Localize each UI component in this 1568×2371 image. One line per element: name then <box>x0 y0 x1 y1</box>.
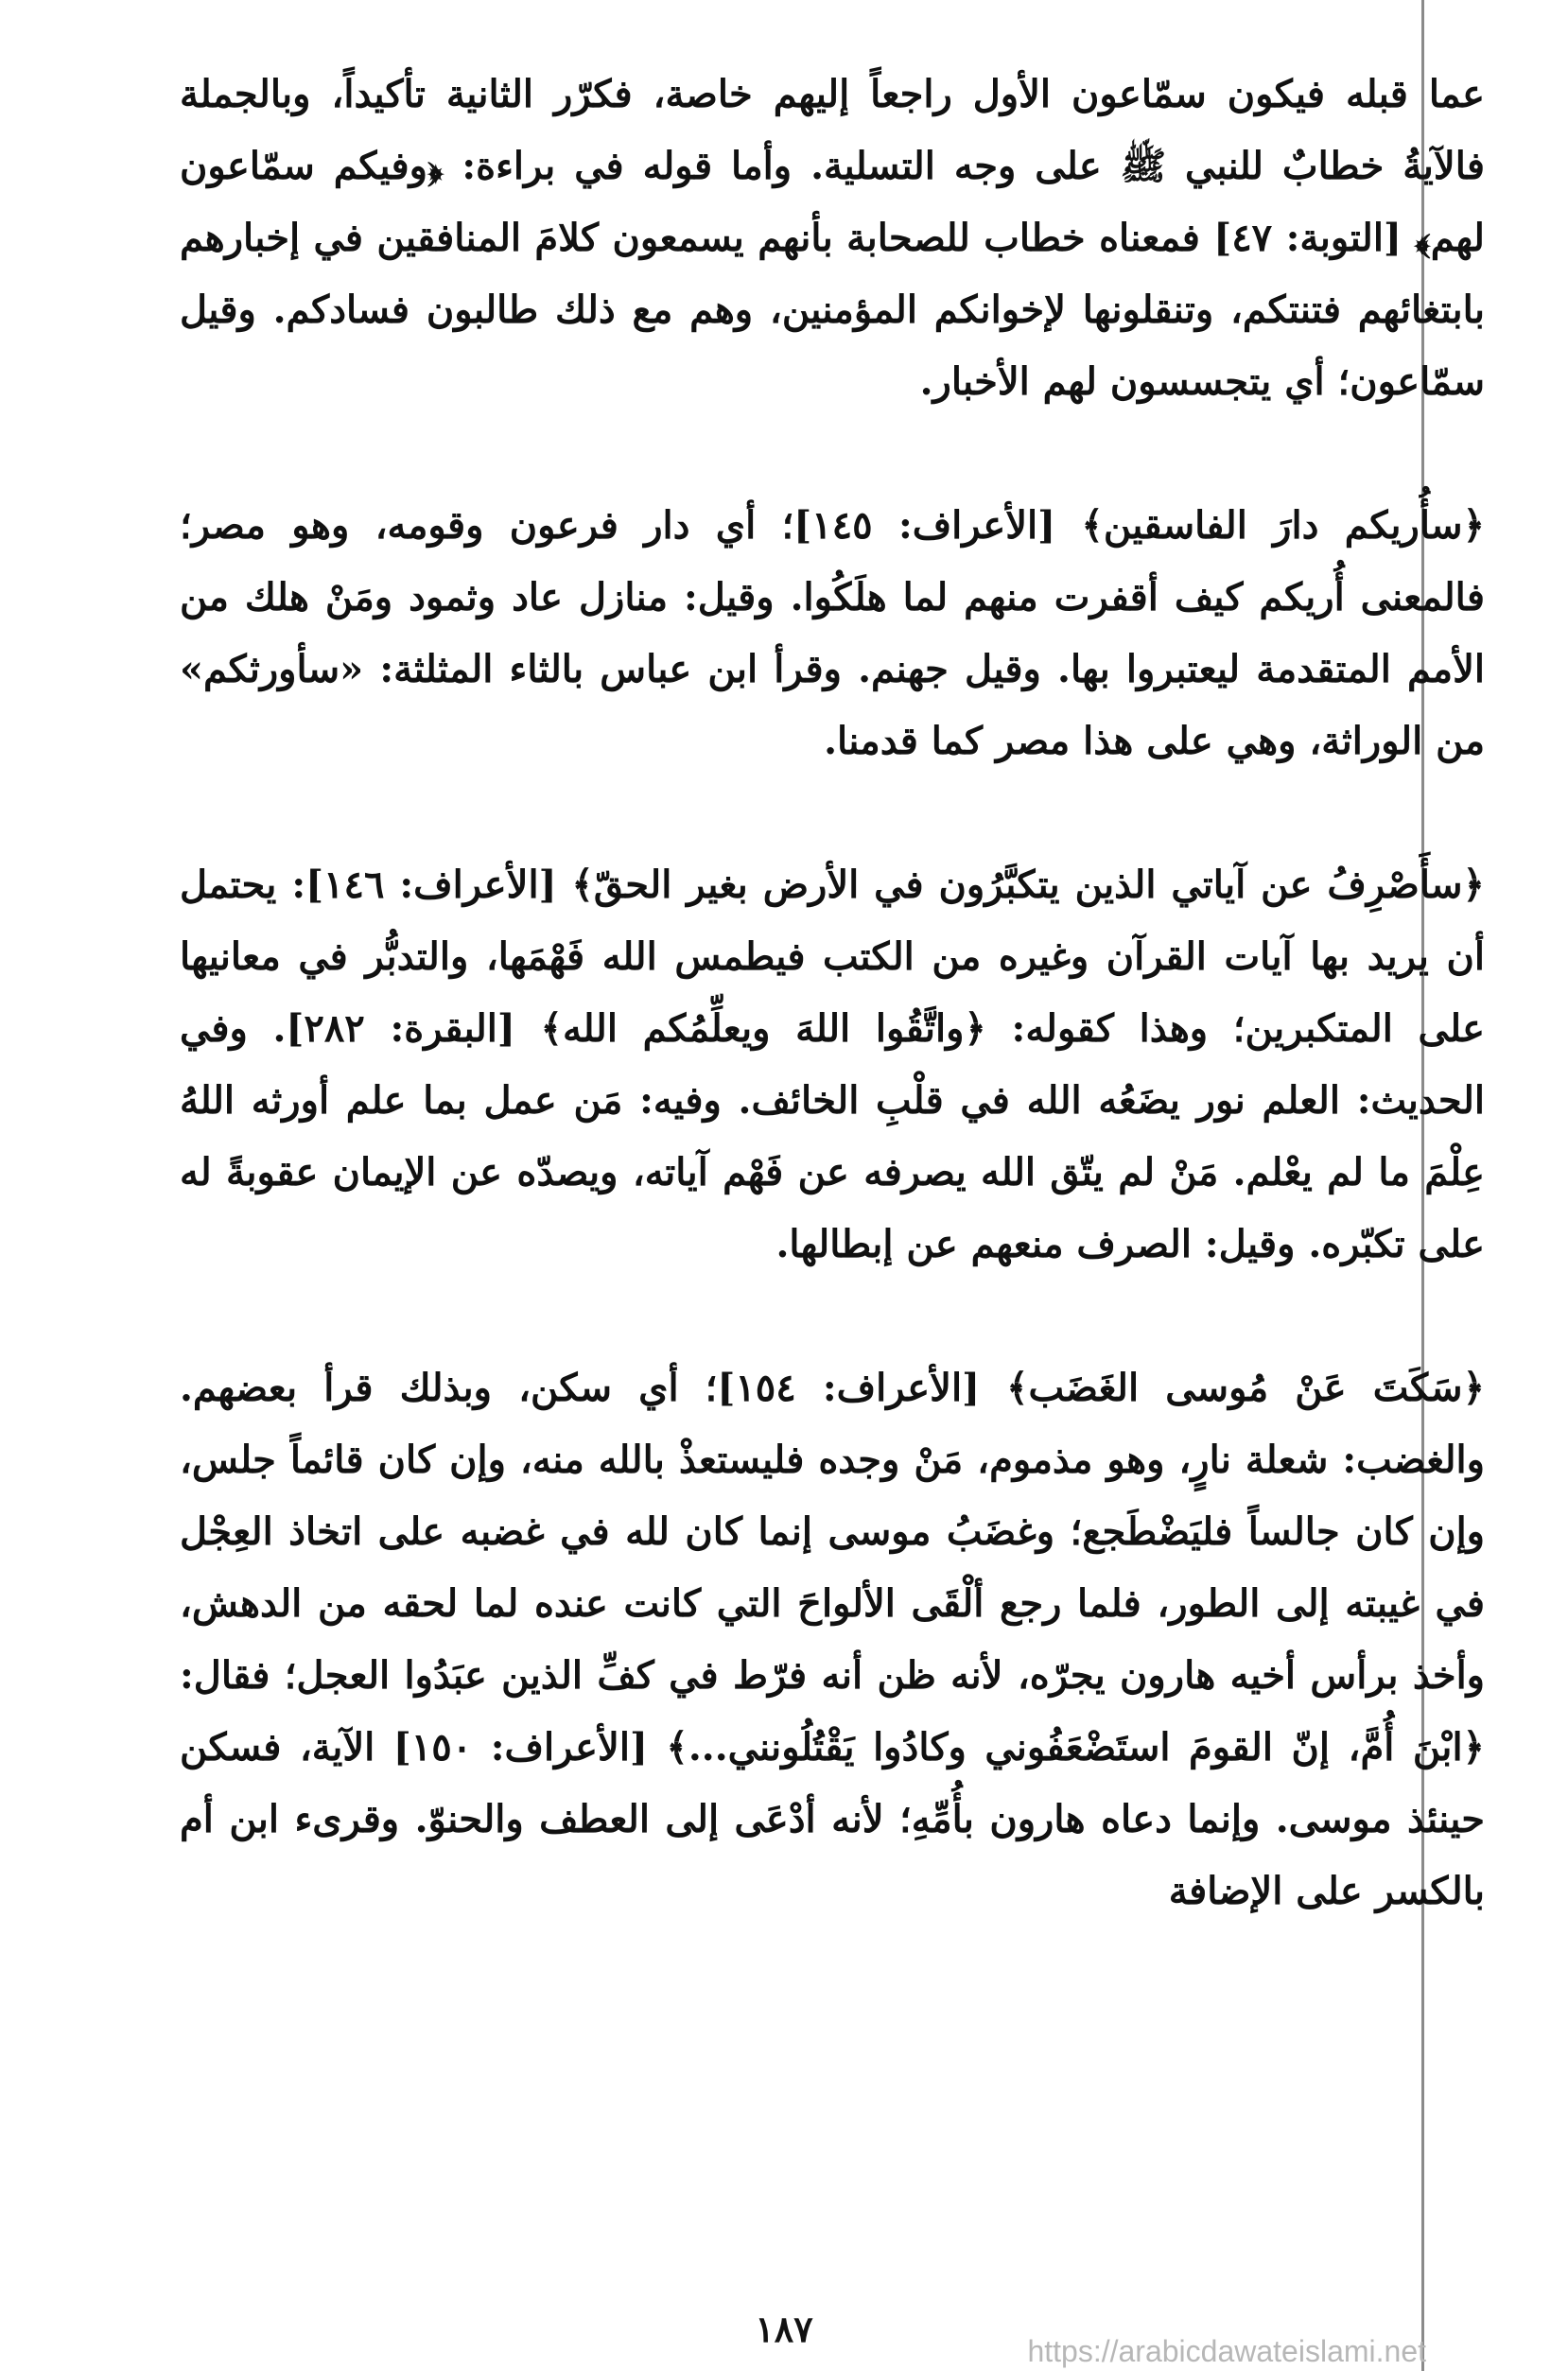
paragraph-1: عما قبله فيكون سمّاعون الأول راجعاً إليهم خاصة، فكرّر الثانية تأكيداً، وبالجملة فالآيةُ خطابٌ للنبي ﷺ على وجه التسلية. وأما قوله في براءة: ﴿وفيكم سمّاعون لهم﴾ [التوبة: ٤٧] فمعناه خطاب للصحابة بأنهم يسمعون كلامَ المنافقين في إخبارهم بابتغائهم فتنتكم، وتنقلونها لإخوانكم المؤمنين، وهم مع ذلك طالبون فسادكم. وقيل سمّاعون؛ أي يتجسسون لهم الأخبار. <box>180 72 1485 404</box>
paragraph-spacer <box>180 1281 1485 1352</box>
paragraph-2: ﴿سأُريكم دارَ الفاسقين﴾ [الأعراف: ١٤٥]؛ أي دار فرعون وقومه، وهو مصر؛ فالمعنى أُريكم كيف أقفرت منهم لما هلَكُوا. وقيل: منازل عاد وثمود ومَنْ هلك من الأمم المتقدمة ليعتبروا بها. وقيل جهنم. وقرأ ابن عباس بالثاء المثلثة: «سأورثكم» من الوراثة، وهي على هذا مصر كما قدمنا. <box>180 503 1486 763</box>
watermark-url: https://arabicdawateislami.net <box>1027 2334 1426 2368</box>
page-number: ١٨٧ <box>755 2308 813 2350</box>
paragraph-3: ﴿سأَصْرِفُ عن آياتي الذين يتكبَّرُون في الأرض بغير الحقّ﴾ [الأعراف: ١٤٦]: يحتمل أن يريد بها آيات القرآن وغيره من الكتب فيطمس الله فَهْمَها، والتدبُّر في معانيها على المتكبرين؛ وهذا كقوله: ﴿واتَّقُوا اللهَ ويعلِّمُكم الله﴾ [البقرة: ٢٨٢]. وفي الحديث: العلم نور يضَعُه الله في قلْبِ الخائف. وفيه: مَن عمل بما علم أورثه اللهُ عِلْمَ ما لم يعْلم. مَنْ لم يتّق الله يصرفه عن فَهْم آياته، ويصدّه عن الإيمان عقوبةً له على تكبّره. وقيل: الصرف منعهم عن إبطالها. <box>180 863 1485 1266</box>
paragraph-spacer <box>180 777 1485 849</box>
paragraph-4: ﴿سَكَتَ عَنْ مُوسى الغَضَب﴾ [الأعراف: ١٥٤]؛ أي سكن، وبذلك قرأ بعضهم. والغضب: شعلة نارٍ، وهو مذموم، مَنْ وجده فليستعذْ بالله منه، وإن كان قائماً جلس، وإن كان جالساً فليَضْطَجع؛ وغضَبُ موسى إنما كان لله في غضبه على اتخاذ العِجْل في غيبته إلى الطور، فلما رجع ألْقَى الألواحَ التي كانت عنده لما لحقه من الدهش، وأخذ برأس أخيه هارون يجرّه، لأنه ظن أنه فرّط في كفِّ الذين عبَدُوا العجل؛ فقال: ﴿ابْنَ أُمَّ، إنّ القومَ استَضْعَفُوني وكادُوا يَقْتُلُونني...﴾ [الأعراف: ١٥٠] الآية، فسكن حينئذ موسى. وإنما دعاه هارون بأُمِّهِ؛ لأنه أدْعَى إلى العطف والحنوّ. وقرىء ابن أم بالكسر على الإضافة <box>180 1366 1486 1913</box>
body-text <box>180 59 1485 1927</box>
paragraph-spacer <box>180 418 1485 490</box>
